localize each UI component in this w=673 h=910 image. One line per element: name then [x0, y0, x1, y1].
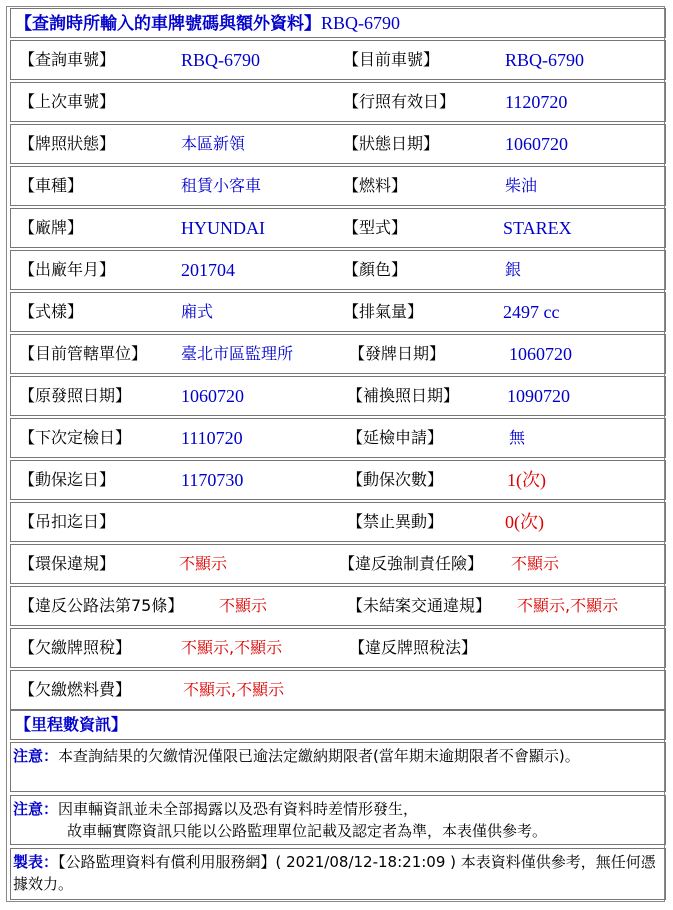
field-value: 1060720 [181, 386, 244, 406]
note-2-label: 注意： [13, 800, 59, 818]
field-value: 銀 [505, 260, 522, 279]
field-label: 【禁止異動】 [347, 512, 444, 531]
field-label: 【欠繳牌照稅】 [19, 638, 132, 657]
field-label: 【吊扣迄日】 [19, 512, 116, 531]
field-value: 不顯示 [219, 596, 268, 615]
note-2-text-line2: 故車輛實際資訊只能以公路監理單位記載及認定者為準，本表僅供參考。 [67, 822, 548, 840]
field-value: 不顯示 [179, 554, 228, 573]
info-row [10, 250, 666, 290]
field-value: RBQ-6790 [181, 50, 261, 70]
field-label: 【目前管轄單位】 [19, 344, 148, 363]
field-value: 無 [509, 428, 526, 447]
field-value: 不顯示 [511, 554, 560, 573]
note-2 [10, 795, 666, 845]
info-row [10, 670, 666, 710]
info-row [10, 82, 666, 122]
field-label: 【查詢車號】 [19, 50, 116, 69]
field-label: 【狀態日期】 [343, 134, 440, 153]
field-value: 1090720 [507, 386, 570, 406]
field-label: 【型式】 [343, 218, 408, 237]
field-label: 【動保迄日】 [19, 470, 116, 489]
field-label: 【未結案交通違規】 [347, 596, 492, 615]
field-value: RBQ-6790 [505, 50, 585, 70]
field-label: 【顏色】 [343, 260, 408, 279]
info-row [10, 628, 666, 668]
field-value: 201704 [181, 260, 235, 280]
header-row [10, 8, 666, 38]
field-value: STAREX [503, 218, 572, 238]
info-row [10, 502, 666, 542]
info-row [10, 376, 666, 416]
header-plate: RBQ-6790 [321, 13, 401, 33]
field-label: 【環保違規】 [19, 554, 116, 573]
field-label: 【牌照狀態】 [19, 134, 116, 153]
field-value: 不顯示,不顯示 [183, 680, 285, 699]
field-value: 2497 cc [503, 302, 560, 322]
info-row [10, 208, 666, 248]
field-label: 【出廠年月】 [19, 260, 116, 279]
field-label: 【違反公路法第75條】 [19, 596, 184, 615]
field-label: 【違反強制責任險】 [339, 554, 484, 573]
field-value: 不顯示,不顯示 [517, 596, 619, 615]
note-1-label: 注意： [13, 747, 59, 765]
note-1 [10, 742, 666, 792]
field-label: 【補換照日期】 [347, 386, 460, 405]
field-value: 本區新領 [181, 134, 246, 153]
info-row [10, 334, 666, 374]
field-value: 租賃小客車 [181, 176, 262, 195]
note-3 [10, 848, 666, 900]
header-title-text: 【查詢時所輸入的車牌號碼與額外資料】 [15, 14, 321, 34]
field-label: 【車種】 [19, 176, 84, 195]
mileage-label: 【里程數資訊】 [15, 715, 128, 734]
field-label: 【燃料】 [343, 176, 408, 195]
field-label: 【違反牌照稅法】 [349, 638, 478, 657]
field-label: 【廠牌】 [19, 218, 84, 237]
field-value: 柴油 [505, 176, 538, 195]
field-label: 【下次定檢日】 [19, 428, 132, 447]
note-2-text: 因車輛資訊並未全部揭露以及恐有資料時差情形發生， [58, 800, 419, 818]
field-value: 0(次) [505, 512, 544, 532]
info-row [10, 292, 666, 332]
field-label: 【上次車號】 [19, 92, 116, 111]
field-label: 【行照有效日】 [343, 92, 456, 111]
info-row [10, 418, 666, 458]
field-value: 不顯示,不顯示 [181, 638, 283, 657]
header-title [15, 9, 400, 38]
field-label: 【延檢申請】 [347, 428, 444, 447]
info-row [10, 460, 666, 500]
field-value: 1170730 [181, 470, 244, 490]
info-row [10, 586, 666, 626]
field-value: 廂式 [181, 302, 214, 321]
note-3-text: 【公路監理資料有償利用服務網】( 2021/08/12-18:21:09 ) 本表資料僅供參考，無任何憑據效力。 [13, 853, 656, 893]
info-row [10, 40, 666, 80]
field-value: 1060720 [505, 134, 568, 154]
info-row [10, 124, 666, 164]
field-label: 【動保次數】 [347, 470, 444, 489]
field-value: 1(次) [507, 470, 546, 490]
field-label: 【式樣】 [19, 302, 84, 321]
note-1-text: 本查詢結果的欠繳情況僅限已逾法定繳納期限者(當年期末逾期限者不會顯示)。 [58, 747, 580, 765]
field-value: HYUNDAI [181, 218, 265, 238]
field-value: 1060720 [509, 344, 572, 364]
note-3-label: 製表： [13, 853, 59, 871]
field-label: 【目前車號】 [343, 50, 440, 69]
field-label: 【發牌日期】 [349, 344, 446, 363]
field-label: 【排氣量】 [343, 302, 424, 321]
field-value: 臺北市區監理所 [181, 344, 294, 363]
field-value: 1110720 [181, 428, 243, 448]
field-label: 【欠繳燃料費】 [19, 680, 132, 699]
info-row [10, 544, 666, 584]
info-row [10, 166, 666, 206]
field-value: 1120720 [505, 92, 568, 112]
field-label: 【原發照日期】 [19, 386, 132, 405]
mileage-row [10, 710, 666, 740]
